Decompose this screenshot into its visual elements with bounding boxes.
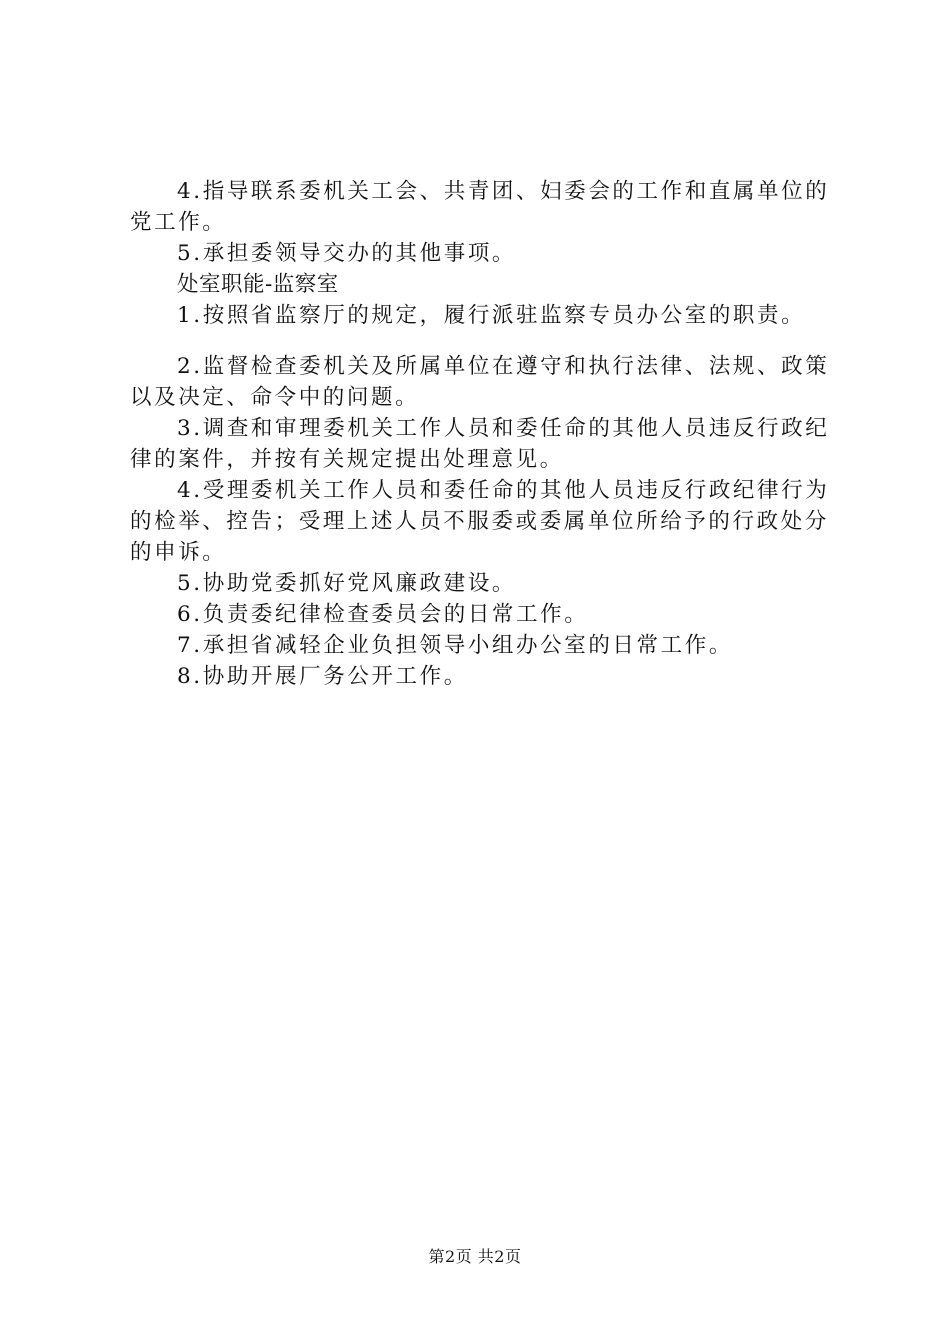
page-number-footer: 第2页 共2页 — [428, 1247, 522, 1266]
paragraph-supervision-item-1: 1.按照省监察厅的规定，履行派驻监察专员办公室的职责。 — [177, 303, 806, 328]
paragraph-item-4-party-work: 4.指导联系委机关工会、共青团、妇委会的工作和直属单位的党工作。 — [130, 179, 830, 235]
paragraph-supervision-item-6: 6.负责委纪律检查委员会的日常工作。 — [177, 602, 589, 627]
paragraph-item-5-other-matters: 5.承担委领导交办的其他事项。 — [177, 241, 517, 266]
document-body — [130, 176, 850, 692]
paragraph-supervision-item-8: 8.协助开展厂务公开工作。 — [177, 664, 468, 689]
paragraph-supervision-item-2: 2.监督检查委机关及所属单位在遵守和执行法律、法规、政策以及决定、命令中的问题。 — [130, 354, 830, 410]
paragraph-supervision-item-5: 5.协助党委抓好党风廉政建设。 — [177, 571, 517, 596]
paragraph-supervision-item-3: 3.调查和审理委机关工作人员和委任命的其他人员违反行政纪律的案件，并按有关规定提出处理意见。 — [130, 416, 830, 472]
section-heading-supervision-office: 处室职能-监察室 — [177, 272, 339, 297]
paragraph-supervision-item-4: 4.受理委机关工作人员和委任命的其他人员违反行政纪律行为的检举、控告；受理上述人员不服委或委属单位所给予的行政处分的申诉。 — [130, 478, 830, 565]
paragraph-supervision-item-7: 7.承担省减轻企业负担领导小组办公室的日常工作。 — [177, 633, 733, 658]
